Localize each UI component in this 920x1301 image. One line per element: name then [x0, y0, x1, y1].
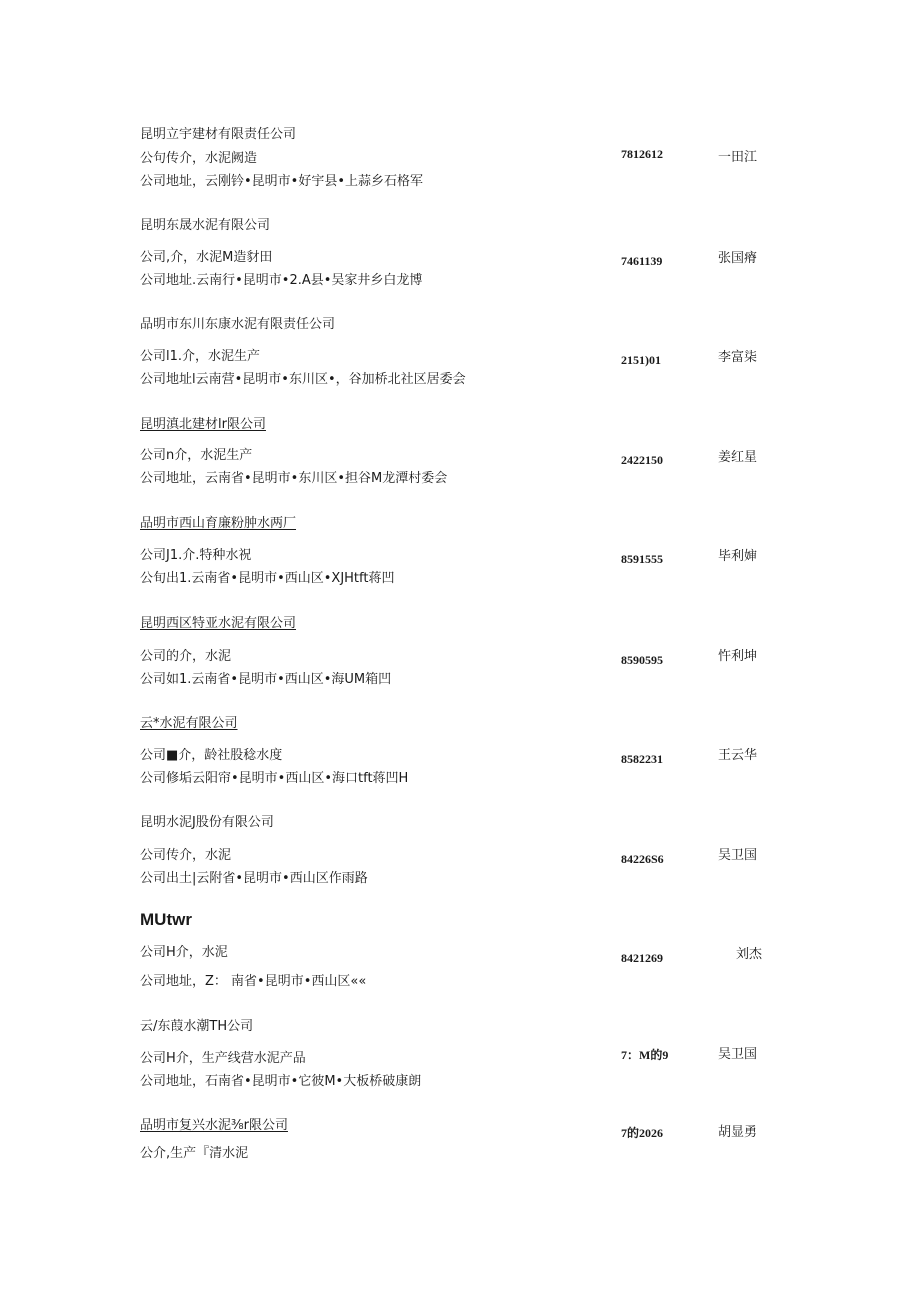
company-business: 公司J1.介.特种水祝	[140, 548, 252, 563]
company-business: 公司H介，水泥	[140, 945, 228, 960]
company-address: 公司地址，云南省•昆明市•东川区•担谷M龙潭村委会	[140, 471, 448, 486]
company-business: 公司,介，水泥M造豺田	[140, 250, 273, 265]
contact-person: 姜红星	[718, 450, 758, 465]
contact-person: 张国瘠	[718, 251, 758, 266]
company-address: 公司地址l云南营•昆明市•东川区•，谷加桥北社区居委会	[140, 372, 466, 387]
contact-person: 吴卫国	[718, 848, 758, 863]
phone-number: 7：M的9	[621, 1048, 669, 1062]
phone-number: 84226S6	[621, 852, 664, 866]
phone-number: 2422150	[621, 453, 663, 467]
company-address: 公司地址.云南行•昆明市•2.A县•吴家井乡白龙博	[140, 273, 423, 288]
company-business: 公司H介，生产线营水泥产品	[140, 1051, 306, 1066]
company-name: 品明市复兴水泥⅜r限公司	[140, 1118, 288, 1133]
company-name: 云*水泥有限公司	[140, 716, 238, 731]
phone-number: 8421269	[621, 951, 663, 965]
company-business: 公司的介，水泥	[140, 649, 232, 664]
company-business: 公司传介，水泥	[140, 848, 232, 863]
company-business: 公司l1.介，水泥生产	[140, 349, 261, 364]
phone-number: 8590595	[621, 653, 663, 667]
company-business: 公司n介，水泥生产	[140, 448, 253, 463]
contact-person: 一田江	[718, 150, 758, 165]
phone-number: 2151)01	[621, 353, 661, 367]
contact-person: 李富柒	[718, 350, 758, 365]
company-address: 公司地址，Z： 南省•昆明市•西山区««	[140, 974, 367, 989]
contact-person: 毕利婶	[718, 549, 758, 564]
phone-number: 7812612	[621, 147, 663, 161]
phone-number: 7461139	[621, 254, 663, 268]
contact-person: 刘杰	[736, 947, 763, 962]
phone-number: 8582231	[621, 752, 663, 766]
company-name: 昆明滇北建材lr限公司	[140, 417, 266, 432]
contact-person: 吴卫国	[718, 1047, 758, 1062]
company-name: 品明市西山育廉粉肿水两厂	[140, 516, 297, 531]
company-name: 云/东葭水潮TH公司	[140, 1019, 254, 1034]
company-address: 公旬出1.云南省•昆明市•西山区•XJHtft蒋凹	[140, 571, 395, 586]
company-name: 昆明东晟水泥有限公司	[140, 218, 271, 233]
company-address: 公司修垢云阳帘•昆明市•西山区•海口tft蒋凹H	[140, 771, 409, 786]
company-address: 公司地址，云刚钤•昆明市•好宇县•上蒜乡石格军	[140, 174, 424, 189]
company-name: 昆明水泥J股份有限公司	[140, 815, 274, 830]
company-business: 公句传介，水泥阙造	[140, 151, 258, 166]
company-business: 公介,生产『清水泥	[140, 1146, 249, 1161]
company-name: MUtwr	[140, 910, 192, 929]
company-name: 昆明西区特亚水泥有限公司	[140, 616, 297, 631]
contact-person: 忤利坤	[718, 649, 758, 664]
contact-person: 胡显勇	[718, 1125, 758, 1140]
company-address: 公司地址，石南省•昆明市•它彼M•大板桥破康朗	[140, 1074, 422, 1089]
contact-person: 王云华	[718, 748, 758, 763]
phone-number: 8591555	[621, 552, 663, 566]
company-name: 昆明立宇建材有限责任公司	[140, 127, 297, 142]
phone-number: 7的2026	[621, 1126, 664, 1140]
company-address: 公司出土|云附省•昆明市•西山区作雨路	[140, 871, 368, 886]
company-name: 品明市东川东康水泥有限责任公司	[140, 317, 336, 332]
company-business: 公司■介，龄社股稔水度	[140, 748, 283, 763]
company-address: 公司如1.云南省•昆明市•西山区•海UM箱凹	[140, 672, 392, 687]
